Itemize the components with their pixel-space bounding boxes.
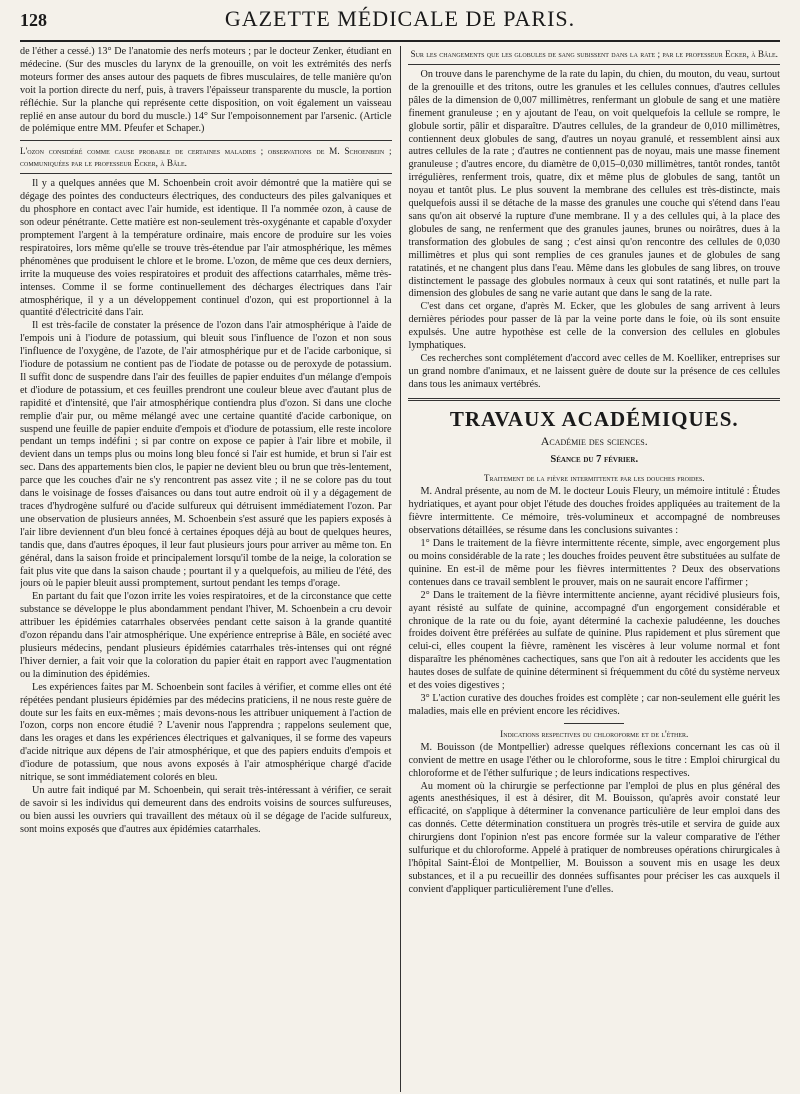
divider bbox=[20, 173, 392, 174]
page-number: 128 bbox=[20, 10, 47, 30]
academy-heading: Académie des sciences. bbox=[540, 433, 648, 448]
paragraph: C'est dans cet organe, d'après M. Ecker, que les globules de sang arrivent à leurs dernières périodes pour passer de là par la veine porte dans le foie, où ils sont ensuite expulsés. Une autre hypothèse est celle de la conversion des cellules en globules lymphatiques. bbox=[408, 301, 780, 352]
paragraph: Il est très-facile de constater la présence de l'ozon dans l'air atmosphérique à l'aide de l'empois uni à l'iodure de potassium, qui bleuit sous l'influence de l'ozon et non sous l'influence de l'oxygène, de l'azote, de l'air atmosphérique pur et de l'acide carbonique, si l'iodure de potassium ne contient pas de l'iodate de potasse ou de peroxyde de potassium. Il suffit donc de suspendre dans l'air des feuilles de papier enduites d'un mélange d'empois et d'iodure de potassium, et ces feuilles prendront une couleur bleue avec d'autant plus de rapidité et d'intensité, que l'air atmosphérique contiendra plus d'ozon. Si dans une cloche remplie d'air pur, ou même mélangé avec une certaine quantité d'acide carbonique, on suspend une feuille de papier enduite d'empois et d'iodure de potassium, elle reste incolore pendant un temps indéfini ; si par contre on expose ce papier à l'air libre et mobile, il devient dans un temps plus ou moins long bleu foncé si l'air est humide, et brun si l'air est sec. Dans des appartements bien clos, le papier ne devient bleu ou brun que très-lentement, parce que les couches d'air ne s'y rencontrent pas assez vite ; il ne se colore pas du tout dans le voisinage de fosses d'aisances ou dans tout autre endroit où il y a dégagement de traces d'hydrogène sulfuré ou d'acide sulfureux qui détruisent immédiatement l'ozon. Par une observation de plusieurs années, M. Schoenbein s'est assuré que les papiers exposés à l'air libre deviennent d'un bleu foncé à certaines époques déjà au bout de quelques heures, tandis que, dans d'autres époques, il leur faut plusieurs jours pour arriver au même ton. En général, dans la saison froide et principalement lorsqu'il tombe de la neige, la coloration se fait plus vite que dans la saison chaude ; pourtant il y a quelquefois, au milieu de l'été, des jours où le papier bleuit aussi promptement, surtout pendant les temps d'orage. bbox=[20, 320, 392, 590]
section-divider bbox=[408, 398, 780, 401]
divider bbox=[408, 64, 780, 65]
paragraph: Il y a quelques années que M. Schoenbein croit avoir démontré que la matière qui se dégage des pointes des conducteurs électriques, des conducteurs des piles galvaniques et du phosphore en contact avec l'air humide, est identique. Il l'a nommée ozon, à cause de son odeur pénétrante. Cette matière est non-seulement très-oxygénante et capable d'oxyder promptement l'argent à la température ordinaire, mais encore de produire sur les voies respiratoires, lors même qu'elle se trouve très-étendue par l'air atmosphérique, les mêmes phénomènes que produisent le chlore et le brome. L'ozon, de même que ces deux derniers, irrite la muqueuse des voies respiratoires et produit des affections catarrhales, même très-intenses. Comme il se forme continuellement des décharges électriques dans l'air atmosphérique, il y a un développement continuel d'ozon, qui est proportionnel à la quantité d'électricité dans l'air. bbox=[20, 178, 392, 319]
paragraph: Les expériences faites par M. Schoenbein sont faciles à vérifier, et comme elles ont été répétées pendant plusieurs épidémies par des médecins praticiens, il ne nous reste guère de doute sur les faits en eux-mêmes ; mais devons-nous les attribuer uniquement à l'action de l'ozon, corps non encore étudié ? L'avenir nous l'apprendra ; rappelons seulement que, dans les orages et dans les expériences électriques et galvaniques, il se forme des vapeurs d'acide nitrique aux dépens de l'air atmosphérique, et que des papiers enduits d'empois et d'iodure de potassium, que nous avons exposés à l'air atmosphérique chargé d'acide nitrique, se sont immédiatement colorés en bleu. bbox=[20, 681, 392, 784]
section-title: TRAVAUX ACADÉMIQUES. bbox=[449, 406, 739, 431]
article-title-ozone: L'ozon considéré comme cause probable de certaines maladies ; observations de M. Schoenbein ; communiquées par le professeur Ecker, à Bâle. bbox=[20, 146, 392, 169]
paragraph: Ces recherches sont complétement d'accord avec celles de M. Koelliker, entreprises sur un grand nombre d'animaux, et ne laissent guère de doute sur la présence de ces cellules dans tous les animaux vertébrés. bbox=[408, 352, 780, 390]
paragraph: M. Andral présente, au nom de M. le docteur Louis Fleury, un mémoire intitulé : Études hydriatiques, et ayant pour objet l'étude des douches froides appliquées au traitement de la fièvre intermittente. Ce mémoire, très-volumineux et accompagné de nombreuses observations détaillées, se résume dans les conclusions suivantes : bbox=[408, 486, 780, 537]
paragraph: 2° Dans le traitement de la fièvre intermittente ancienne, ayant récidivé plusieurs fois, ayant résisté au sulfate de quinine, accompagné d'un engorgement considérable et chronique de la rate ou du foie, ayant déterminé la cachexie paludéenne, les douches froides doivent être préférées au sulfate de quinine. Plus rapidement et plus sûrement que celui-ci, elles coupent la fièvre, ramènent les viscères à leur volume normal et font disparaître les phénomènes cachectiques, sans que l'on ait à redouter les accidents que les hautes doses de sulfate de quinine déterminent si fréquemment du côté du système nerveux et des voies digestives ; bbox=[408, 589, 780, 692]
right-column bbox=[400, 46, 780, 1092]
paragraph: Au moment où la chirurgie se perfectionne par l'emploi de plus en plus général des agents anesthésiques, il est à désirer, dit M. Bouisson, qu'après avoir constaté leur efficacité, on s'applique à déterminer la convenance particulière de leur emploi dans des cas donnés. Cette détermination constituera un progrès très-utile et servira de guide aux chirurgiens dont l'opinion n'est pas encore formée sur la valeur comparative de l'éther sulfurique et du chloroforme. Appelé à pratiquer de nombreuses opérations chirurgicales à l'hôpital Saint-Éloi de Montpellier, M. Bouisson a souvent mis en usage les deux substances, et il a pu recueillir des données suffisantes pour préciser les cas auxquels il convient d'appliquer particulièrement l'une d'elles. bbox=[408, 780, 780, 895]
article-title-chloroforme: Indications respectives du chloroforme et de l'éther. bbox=[500, 728, 689, 739]
left-column bbox=[20, 46, 400, 1092]
short-divider bbox=[564, 723, 624, 724]
paragraph: 1° Dans le traitement de la fièvre intermittente récente, simple, avec engorgement plus ou moins considérable de la rate ; les douches froides peuvent être substituées au sulfate de quinine. En est-il de même pour les fièvres intermittentes ? Deux des observations contenues dans ce travail semblent le prouver, mais on ne saurait encore l'affirmer ; bbox=[408, 538, 780, 588]
journal-title: GAZETTE MÉDICALE DE PARIS. bbox=[224, 6, 576, 31]
paragraph: En partant du fait que l'ozon irrite les voies respiratoires, et de la circonstance que cette substance se développe le plus abondamment pendant l'hiver, M. Schoenbein a cru devoir attribuer les épidémies catarrhales observées pendant cette saison à la grande quantité d'ozon répandu dans l'air atmosphérique. Une expérience entreprise à Bâle, en société avec plusieurs médecins, pendant plusieurs épidémies catarrhales très-intenses qui ont régné l'hiver dernier, a fait voir que la coloration du papier était en rapport avec l'augmentation ou la diminution des épidémies. bbox=[20, 591, 392, 680]
article-title-fievre: Traitement de la fièvre intermittente par les douches froides. bbox=[483, 473, 705, 484]
seance-heading: Séance du 7 février. bbox=[550, 453, 639, 465]
paragraph: de l'éther a cessé.) 13° De l'anatomie des nerfs moteurs ; par le docteur Zenker, étudiant en médecine. (Sur des muscles du larynx de la grenouille, on voit les extrémités des nerfs moteurs former des anses autour des paquets de fibres musculaires, de telle manière qu'on voit la portion directe du nerf, puis, à travers l'épaisseur transparente du muscle, la portion réfléchie. Sur la planche qui représente cette disposition, on voit également un vaisseau replié en anse autour du bord du muscle.) 14° Sur l'empoisonnement par l'arsenic. (Article de polémique entre MM. Pfeufer et Schaper.) bbox=[20, 46, 392, 135]
paragraph: M. Bouisson (de Montpellier) adresse quelques réflexions concernant les cas où il convient de mettre en usage l'éther ou le chloroforme, sous le titre : Emploi chirurgical du chloroforme et de l'éther sulfurique ; de leurs indications respectives. bbox=[408, 741, 780, 779]
article-title-rate: Sur les changements que les globules de sang subissent dans la rate ; par le professeur Ecker, à Bâle. bbox=[410, 49, 778, 59]
page-header bbox=[20, 6, 780, 42]
paragraph: Un autre fait indiqué par M. Schoenbein, qui serait très-intéressant à vérifier, ce serait de savoir si les individus qui demeurent dans des endroits voisins de sources sulfureuses, ou bien aussi les ouvriers qui travaillent des métaux où il se dégage de l'acide sulfureux, sont moins exposés que d'autres aux épidémies catarrhales. bbox=[20, 784, 392, 835]
paragraph: 3° L'action curative des douches froides est complète ; car non-seulement elle guérit les maladies, mais elle en prévient encore les récidives. bbox=[408, 692, 780, 717]
paragraph: On trouve dans le parenchyme de la rate du lapin, du chien, du mouton, du veau, surtout de la grenouille et des tritons, outre les granules et les cellules connues, d'autres cellules pâles de la dimension de 0,007 millimètres, renfermant un globule de sang et une matière finement granuleuse ; en y ajoutant de l'eau, on voit quelquefois la cellule se rompre, le globule sortir, pâlir et disparaître. D'autres cellules, de la grandeur de 0,010 millimètres, contiennent deux globules de sang, d'autres un noyau granulé, et ressemblent ainsi aux autres cellules de la rate ; d'autres ne contiennent pas de noyau, mais une masse finement granuleuse ; d'autres encore, du diamètre de 0,015–0,030 millimètres, tantôt rondes, tantôt irrégulières, renferment trois, quatre, dix et même plus de globules de sang, tantôt un noyau et tantôt plus. Le plus souvent la membrane des cellules est très-distincte, mais quelquefois aussi il se détache de la masse des granules une couche qui s'étend dans l'eau sans qu'on ait observé la rupture d'une membrane. Il y a des cellules qui, à la place des globules de sang, ne renferment que des granules jaunes, brunes ou noirâtres, dues à la transformation des globules de sang ; c'est ainsi qu'on rencontre des cellules de 0,030 millimètres et plus qui sont remplies de ces granules jaunes et de globules de sang ratatinés, et ne changent plus dans l'eau. Même dans les globules de sang libres, on trouve distinctement le passage des globules normaux à ceux qui sont ratatinés, et nulle part la dimension des globules de sang ne varie autant que dans le sang de la rate. bbox=[408, 69, 780, 300]
divider bbox=[20, 140, 392, 141]
